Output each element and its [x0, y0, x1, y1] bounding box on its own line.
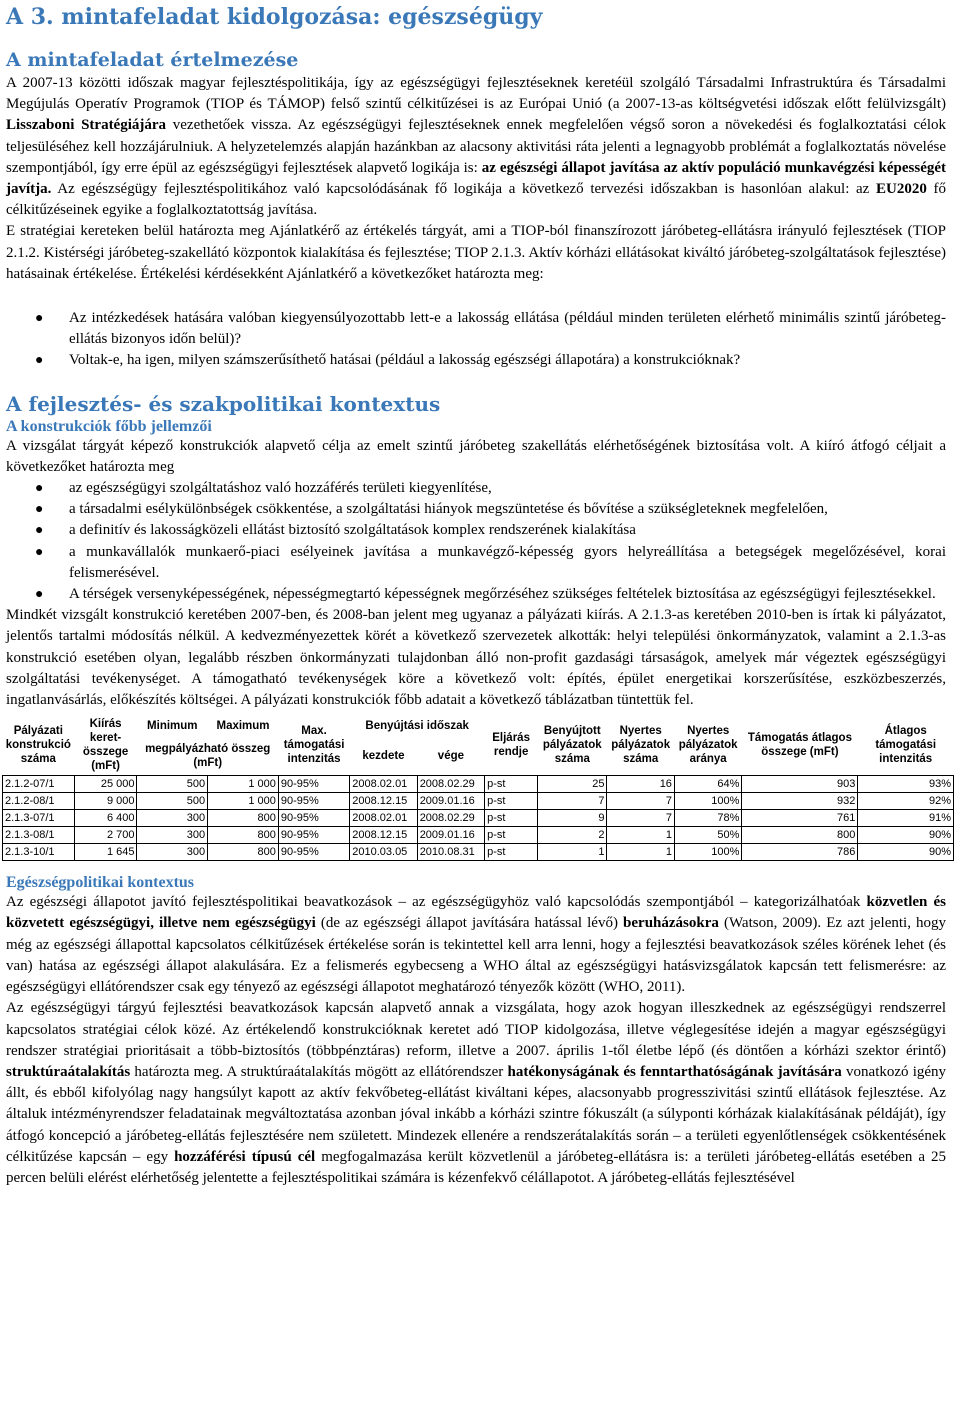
bullet-icon: ●: [35, 523, 44, 539]
cell-start: 2008.12.15: [350, 793, 417, 810]
col-header-eligible-amount: megpályázható összeg (mFt): [137, 737, 278, 776]
bullet-icon: ●: [35, 481, 44, 497]
cell-avg-amount: 761: [742, 810, 858, 827]
cell-ratio: 100%: [674, 793, 741, 810]
cell-minimum: 300: [137, 827, 208, 844]
cell-submitted: 25: [538, 776, 607, 793]
cell-end: 2009.01.16: [417, 793, 484, 810]
col-header-avg-intensity: Átlagos támogatási intenzitás: [858, 715, 954, 776]
cell-avg-intensity: 91%: [858, 810, 954, 827]
document-page: [5, 0, 951, 1189]
cell-ratio: 100%: [674, 844, 741, 861]
paragraph-health-policy-1: Az egészségi állapotot javító fejlesztéspolitikai beavatkozások – az egészségügyhöz való kapcsolódás szempontjából – kategorizálhatóak közvetlen és közvetett egészségügyi, illetve nem egészségügyi (de az egészségi állapot javítására hatással lévő) beruházásokra (Watson, 2009). Ez azt jelenti, hogy még az egészségi állapottal kapcsolatos célkitűzések értékelése során is tekintettel kell arra lenni, hogy a fejlesztési beavatkozások széles körének lehet (és van) hatása az egészségi állapot alakulására. Ez a felismerés egybecseng a WHO által az egészségügyi hatásvizsgálatok kapcsán tett felismerésre: az egészségügyi ellátórendszer csak egy tényező az egészségi állapotot meghatározó tényezők között (WHO, 2011).: [6, 894, 947, 996]
table-row: [3, 776, 954, 793]
subsection-title-features: A konstrukciók főbb jellemzői: [6, 417, 212, 435]
table-row: [3, 810, 954, 827]
cell-minimum: 500: [137, 793, 208, 810]
cell-ratio: 78%: [674, 810, 741, 827]
bullet-icon: ●: [35, 502, 44, 518]
list-item: ● az egészségügyi szolgáltatáshoz való hozzáférés területi kiegyenlítése,: [6, 478, 946, 499]
cell-start: 2008.12.15: [350, 827, 417, 844]
subsection-title-health-policy: Egészségpolitikai kontextus: [6, 874, 195, 892]
col-header-end: vége: [417, 737, 484, 776]
col-header-minimum: Minimum: [147, 720, 198, 733]
cell-submitted: 2: [538, 827, 607, 844]
cell-avg-intensity: 90%: [858, 827, 954, 844]
cell-submitted: 1: [538, 844, 607, 861]
section-title-context: A fejlesztés- és szakpolitikai kontextus: [6, 391, 441, 416]
cell-construction: 2.1.3-10/1: [3, 844, 75, 861]
list-item: ● a definitív és lakosságközeli ellátást biztosító szolgáltatások komplex rendszerének kialakítása: [6, 520, 946, 541]
table-row: [3, 793, 954, 810]
cell-maximum: 1 000: [208, 793, 279, 810]
paragraph-goals: A vizsgálat tárgyát képező konstrukciók alapvető célja az emelt szintű járóbeteg szakellátás elérhetőségének biztosítása volt. A kiíró átfogó céljait a következőket határozta meg: [6, 437, 946, 475]
cell-construction: 2.1.3-08/1: [3, 827, 75, 844]
col-header-construction: Pályázati konstrukció száma: [3, 715, 75, 776]
cell-ratio: 64%: [674, 776, 741, 793]
constructions-table: [2, 715, 954, 861]
cell-avg-intensity: 90%: [858, 844, 954, 861]
cell-intensity: 90-95%: [278, 793, 349, 810]
main-title: A 3. mintafeladat kidolgozása: egészségügy: [6, 4, 543, 30]
cell-avg-intensity: 92%: [858, 793, 954, 810]
cell-procedure: p-st: [485, 793, 538, 810]
table-row: [3, 844, 954, 861]
paragraph-calls: Mindkét vizsgált konstrukció keretében 2007-ben, és 2008-ban jelent meg ugyanaz a pályázati kiírás. A 2.1.3-as keretében 2010-ben is írtak ki pályázatot, jelentős tartalmi módosítás nélkül. A kedvezményezettek körét a következő szervezetek alkották: helyi települési önkormányzatok, valamint a 2.1.3-as konstrukció esetében olyan, legalább részben önkormányzati tulajdonban álló non-profit gazdasági társaságok, amelyek már végeztek egészségügyi szolgáltatási tevékenységet. A támogatható tevékenységek köre a következő volt: építés, épület energetikai korszerűsítése, eszközbeszerzés, ingatlanvásárlás, előkészítés költségei. A pályázati konstrukciók főbb adatait a következő táblázatban tüntettük fel.: [6, 607, 946, 709]
cell-submitted: 7: [538, 793, 607, 810]
cell-maximum: 800: [208, 844, 279, 861]
cell-budget: 25 000: [74, 776, 137, 793]
col-header-maximum: Maximum: [216, 720, 270, 733]
col-header-budget: Kiírás keret-összege (mFt): [74, 715, 137, 776]
cell-avg-amount: 800: [742, 827, 858, 844]
cell-budget: 6 400: [74, 810, 137, 827]
cell-avg-amount: 903: [742, 776, 858, 793]
cell-start: 2010.03.05: [350, 844, 417, 861]
list-item: ● a társadalmi esélykülönbségek csökkentése, a szolgáltatási hiányok megszüntetése és bővítése a szükségleteknek megfelelően,: [6, 499, 946, 520]
list-item: ● Az intézkedések hatására valóban kiegyensúlyozottabb lett-e a lakosság ellátása (például minden területen elérhető minimális szintű járóbeteg-ellátás bizonyos időn belül)?: [35, 310, 946, 348]
section-title-interpretation: A mintafeladat értelmezése: [6, 49, 299, 71]
cell-winning: 1: [607, 844, 674, 861]
list-item: ● a munkavállalók munkaerő-piaci esélyeinek javítása a munkavégző-képesség gyors helyreállítása a betegségek megelőzésével, korai felismerésével.: [35, 543, 946, 581]
cell-budget: 1 645: [74, 844, 137, 861]
cell-ratio: 50%: [674, 827, 741, 844]
cell-winning: 16: [607, 776, 674, 793]
cell-minimum: 500: [137, 776, 208, 793]
cell-start: 2008.02.01: [350, 776, 417, 793]
cell-construction: 2.1.2-08/1: [3, 793, 75, 810]
cell-submitted: 9: [538, 810, 607, 827]
cell-budget: 9 000: [74, 793, 137, 810]
cell-avg-amount: 786: [742, 844, 858, 861]
cell-maximum: 800: [208, 827, 279, 844]
cell-end: 2009.01.16: [417, 827, 484, 844]
bullet-icon: ●: [35, 353, 44, 369]
cell-winning: 1: [607, 827, 674, 844]
goals-list: [6, 478, 946, 605]
cell-intensity: 90-95%: [278, 827, 349, 844]
cell-intensity: 90-95%: [278, 844, 349, 861]
cell-construction: 2.1.3-07/1: [3, 810, 75, 827]
paragraph-scope: E stratégiai kereteken belül határozta meg Ajánlatkérő az értékelés tárgyát, ami a TIOP-ból finanszírozott járóbeteg-ellátásra irányuló fejlesztések (TIOP 2.1.2. Kistérségi járóbeteg-szakellátó központok kialakítása és fejlesztése; TIOP 2.1.3. Aktív kórházi ellátásokat kiváltó járóbeteg-szolgáltatások fejlesztése) hatásainak értékelése. Értékelési kérdésekként Ajánlatkérő a következőket határozta meg:: [6, 223, 946, 282]
col-header-start: kezdete: [350, 737, 417, 776]
cell-procedure: p-st: [485, 844, 538, 861]
col-header-max-intensity: Max. támogatási intenzitás: [278, 715, 349, 776]
col-header-submission-period: Benyújtási időszak: [365, 720, 469, 733]
col-header-winning-ratio: Nyertes pályázatok aránya: [674, 715, 741, 776]
evaluation-questions-list: [6, 308, 946, 372]
col-header-procedure: Eljárás rendje: [485, 715, 538, 776]
cell-end: 2010.08.31: [417, 844, 484, 861]
col-header-avg-amount: Támogatás átlagos összege (mFt): [742, 715, 858, 776]
list-item: ● A térségek versenyképességének, népességmegtartó képességnek megőrzéséhez szükséges feltételek biztosítása az egészségügyi fejlesztésekkel.: [6, 584, 946, 605]
cell-intensity: 90-95%: [278, 776, 349, 793]
cell-procedure: p-st: [485, 810, 538, 827]
cell-procedure: p-st: [485, 776, 538, 793]
cell-maximum: 1 000: [208, 776, 279, 793]
paragraph-intro: A 2007-13 közötti időszak magyar fejlesztéspolitikája, így az egészségügyi fejlesztéseknek keretéül szolgáló Társadalmi Infrastruktúra és Társadalmi Megújulás Operatív Programok (TIOP és TÁMOP) felső szintű célkitűzései is az Európai Unió (a 2007-13-as költségvetési időszak előtt felülvizsgált) Lisszaboni Stratégiájára vezethetőek vissza. Az egészségügyi fejlesztéseknek ennek megfelelően végső soron a növekedési és foglalkoztatási célok teljesüléséhez kell hozzájárulniuk. A helyzetelemzés alapján hazánkban az alacsony aktivitási ráta jelenti a legnagyobb problémát a foglalkoztatás növelése szempontjából, így erre épül az egészségügyi fejlesztések alapvető logikája is: az egészségi állapot javítása az aktív populáció munkavégzési képességét javítja. Az egészségügy fejlesztéspolitikához való kapcsolódásának fő logikája a következő tervezési időszakban is hasonlóan alakul: az EU2020 fő célkitűzéseinek egyike a foglalkoztatottság javítása.: [6, 75, 947, 219]
cell-avg-amount: 932: [742, 793, 858, 810]
cell-construction: 2.1.2-07/1: [3, 776, 75, 793]
bullet-icon: ●: [35, 587, 44, 603]
cell-start: 2008.02.01: [350, 810, 417, 827]
cell-avg-intensity: 93%: [858, 776, 954, 793]
cell-procedure: p-st: [485, 827, 538, 844]
table-row: [3, 827, 954, 844]
cell-budget: 2 700: [74, 827, 137, 844]
list-item: ● Voltak-e, ha igen, milyen számszerűsíthető hatásai (például a lakosság egészségi állapotára) a konstrukcióknak?: [6, 350, 946, 371]
cell-intensity: 90-95%: [278, 810, 349, 827]
paragraph-health-policy-2: Az egészségügyi tárgyú fejlesztési beavatkozások kapcsán alapvető annak a vizsgálata, hogy azok hogyan illeszkednek az egészségügyi rendszerrel kapcsolatos stratégiai célok közé. Az értékelendő konstrukcióknak keretet adó TIOP kidolgozása, illetve véglegesítése idején a magyar egészségügyi rendszer stratégiai prioritásait a több-biztosítós (többpénztáras) reform, illetve a 2007. április 1-től életbe lépő (és döntően a kórházi szektor érintő) struktúraátalakítás határozta meg. A struktúraátalakítás mögött az ellátórendszer hatékonyságának és fenntarthatóságának javítására vonatkozó igény állt, és ebből kifolyólag nagy hangsúlyt kapott az aktív fekvőbeteg-ellátást kiváltani képes, alacsonyabb progresszivitási szintű ellátások fejlesztése. Az általuk intézményrendszer feladatainak megváltoztatása azonban jóval inkább a kórházi szintre fókuszált (a súlyponti kórházak kialakításának példáját), így átfogó koncepció a járóbeteg-ellátás fejlesztésére nem született. Mindezek ellenére a rendszerátalakítás során – a területi egyenlőtlenségek csökkentésének célkitűzése kapcsán – egy hozzáférési típusú cél megfogalmazása került közvetlenül a járóbeteg-ellátásra is: a területi járóbeteg-ellátás esetében a 25 percen belüli elérést elérhetőség jelentette a fejlesztéspolitikai számára is kézenfekvő célállapotot. A járóbeteg-ellátás fejlesztésével: [6, 1000, 947, 1186]
col-header-submitted: Benyújtott pályázatok száma: [538, 715, 607, 776]
cell-maximum: 800: [208, 810, 279, 827]
cell-minimum: 300: [137, 810, 208, 827]
cell-winning: 7: [607, 810, 674, 827]
cell-winning: 7: [607, 793, 674, 810]
cell-end: 2008.02.29: [417, 810, 484, 827]
cell-minimum: 300: [137, 844, 208, 861]
bullet-icon: ●: [35, 311, 44, 327]
col-header-winning-count: Nyertes pályázatok száma: [607, 715, 674, 776]
bullet-icon: ●: [35, 544, 44, 560]
cell-end: 2008.02.29: [417, 776, 484, 793]
